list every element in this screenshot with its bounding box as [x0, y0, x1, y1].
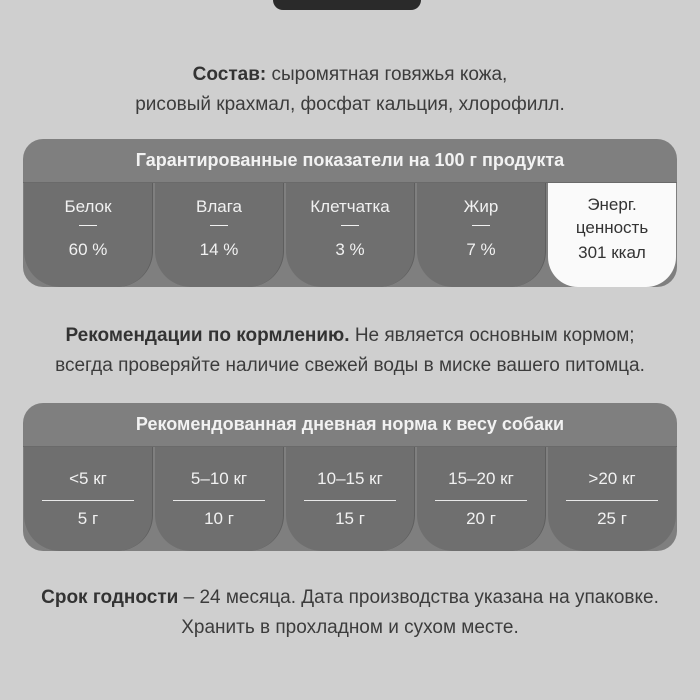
dog-weight: >20 кг [588, 469, 636, 488]
dash-divider [79, 225, 97, 226]
nutrition-name: Белок [64, 197, 112, 216]
nutrition-value: 60 % [68, 240, 108, 259]
daily-amount: 25 г [597, 509, 627, 528]
nutrition-cell-fiber [286, 183, 415, 287]
daily-norm-title: Рекомендованная дневная норма к весу собаки [23, 403, 677, 447]
cell-divider [566, 500, 658, 501]
shelf-line2: Хранить в прохладном и сухом месте. [181, 617, 519, 638]
daily-amount: 20 г [466, 509, 496, 528]
nutrition-name: Жир [463, 197, 499, 216]
nutrition-value: 3 % [335, 240, 365, 259]
feeding-line2: всегда проверяйте наличие свежей воды в миске вашего питомца. [55, 355, 645, 376]
nutrition-value: 14 % [199, 240, 239, 259]
energy-name [548, 193, 676, 239]
nutrition-title: Гарантированные показатели на 100 г продукта [23, 139, 677, 183]
dog-weight: 15–20 кг [448, 469, 514, 488]
composition-line2: рисовый крахмал, фосфат кальция, хлорофилл. [135, 94, 565, 115]
cell-divider [435, 500, 527, 501]
feeding-line1: Не является основным кормом; [354, 325, 635, 346]
dash-divider [472, 225, 490, 226]
cell-divider [42, 500, 134, 501]
daily-amount: 15 г [335, 509, 365, 528]
dog-weight: <5 кг [69, 469, 107, 488]
dash-divider [341, 225, 359, 226]
dog-weight: 10–15 кг [317, 469, 383, 488]
package-top-edge [273, 0, 421, 10]
composition-line1: сыромятная говяжья кожа, [271, 64, 508, 85]
dog-weight: 5–10 кг [190, 469, 248, 488]
daily-amount: 5 г [77, 509, 99, 528]
nutrition-cell-protein [24, 183, 153, 287]
composition-text [0, 60, 700, 120]
nutrition-panel [23, 139, 677, 287]
daily-norm-row [23, 447, 677, 551]
energy-value: 301 ккал [578, 243, 646, 262]
feeding-label: Рекомендации по кормлению. [65, 325, 350, 346]
shelf-line1: – 24 месяца. Дата производства указана на упаковке. [183, 587, 659, 608]
cell-divider [304, 500, 396, 501]
nutrition-cell-fat [417, 183, 546, 287]
nutrition-cell-moisture [155, 183, 284, 287]
composition-label: Состав: [192, 64, 267, 85]
daily-cell-2 [155, 447, 284, 551]
daily-amount: 10 г [204, 509, 234, 528]
dash-divider [210, 225, 228, 226]
nutrition-cell-energy [548, 183, 676, 287]
energy-name-line2: ценность [575, 218, 649, 237]
daily-cell-4 [417, 447, 546, 551]
daily-cell-5 [548, 447, 676, 551]
nutrition-value: 7 % [466, 240, 496, 259]
feeding-text [0, 321, 700, 381]
energy-name-line1: Энерг. [587, 195, 637, 214]
nutrition-name: Клетчатка [310, 197, 390, 216]
shelf-label: Срок годности [41, 587, 179, 608]
daily-norm-panel [23, 403, 677, 551]
nutrition-row [23, 183, 677, 287]
shelf-life-text [0, 583, 700, 643]
nutrition-name: Влага [196, 197, 242, 216]
cell-divider [173, 500, 265, 501]
daily-cell-1 [24, 447, 153, 551]
daily-cell-3 [286, 447, 415, 551]
